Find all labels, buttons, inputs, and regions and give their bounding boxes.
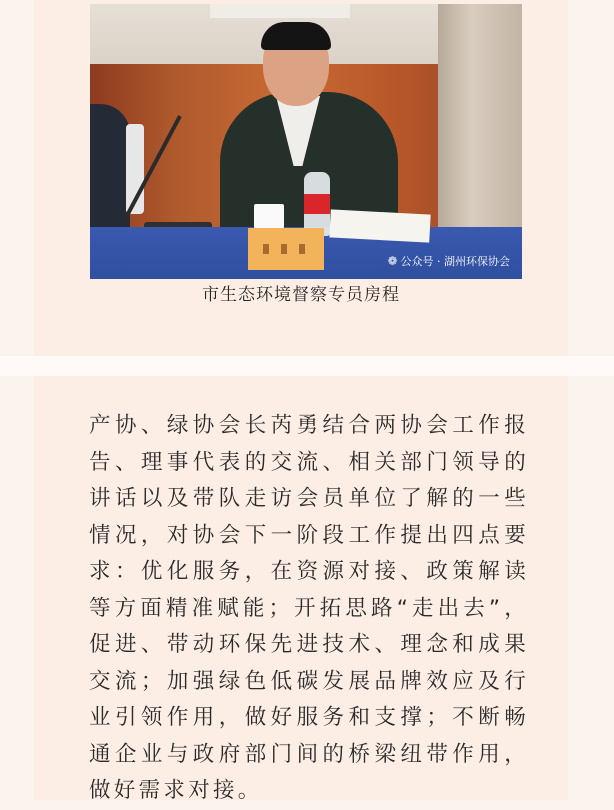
- section-divider: [0, 356, 614, 376]
- watermark-text: 公众号 · 湖州环保协会: [400, 255, 510, 268]
- photo-card: [34, 0, 568, 356]
- wechat-icon: ❁: [387, 254, 398, 268]
- speaker-photo: [90, 4, 522, 279]
- nameplate: [248, 228, 324, 270]
- watermark: [387, 253, 510, 269]
- article-paragraph: 产协、绿协会长芮勇结合两协会工作报告、理事代表的交流、相关部门领导的讲话以及带队走访会员单位了解的一些情况，对协会下一阶段工作提出四点要求：优化服务，在资源对接、政策解读等方面精准赋能；开拓思路“走出去”，促进、带动环保先进技术、理念和成果交流；加强绿色低碳发展品牌效应及行业引领作用，做好服务和支撑；不断畅通企业与政府部门间的桥梁纽带作用，做好需求对接。: [89, 413, 529, 803]
- photo-caption: 市生态环境督察专员房程: [202, 285, 400, 305]
- article-card: [34, 376, 568, 803]
